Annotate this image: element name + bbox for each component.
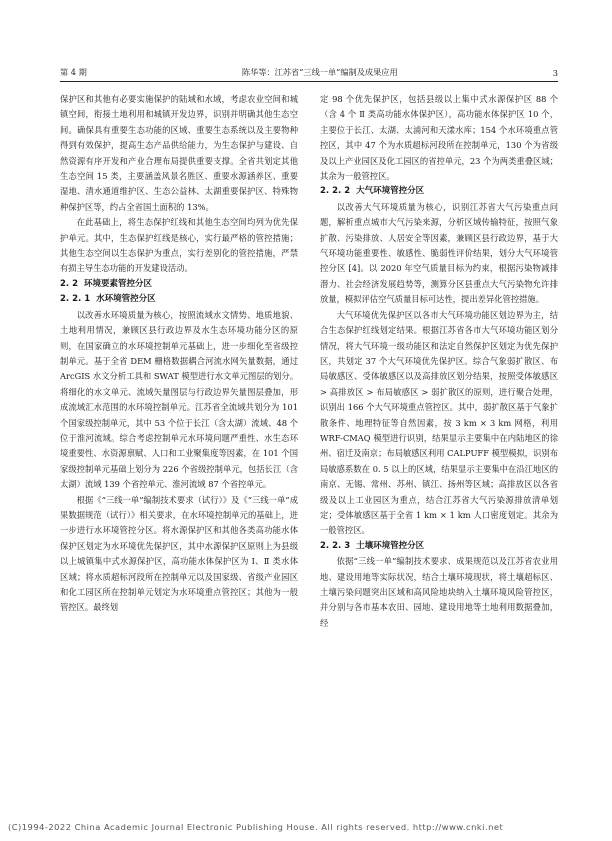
section-title: 土壤环境管控分区 [356,540,425,551]
section-number: 2. 2. 3 [320,540,351,551]
page-number: 3 [552,68,558,78]
page-header [60,62,558,82]
paragraph: 以改善大气环境质量为核心，识别江苏省大气污染重点问题，解析重点城市大气污染来源，分析区域传输特征，按照气象扩散、污染排放、人居安全等因素，兼顾区县行政边界，基于大气环境功能重要性、敏感性、脆弱性评价结果，划分大气环境管控分区 [4]。以 2020 年空气质量目标为约束，根据污染物减排潜力、社会经济发展趋势等，测算分区县重点大气污染物允许排放量，模拟评估空气质量目标可达性，提出差异化管控措施。 [320,201,558,305]
paragraph: 定 98 个优先保护区，包括县级以上集中式水源保护区 88 个（含 4 个 Ⅱ 类高功能水体保护区），高功能水体保护区 10 个，主要位于长江、太湖、太浦河和天漾水库；154 个水环境重点管控区，其中 47 个为水质超标河段所在控制单元，130 个为省级及以上产业园区及化工园区的省控单元，23 个为两类重叠区域；其余为一般管控区。 [320,94,558,182]
paragraph: 保护区和其他有必要实施保护的陆域和水域，考虑农业空间和城镇空间，衔接土地利用和城镇开发边界，识别并明确其他生态空间。确保具有重要生态功能的区域、重要生态系统以及主要物种得到有效保护，提高生态产品供给能力，为生态保护与建设、自然资源有序开发和产业合理布局提供重要支撑。全省共划定其他生态空间 15 类，主要涵盖风景名胜区、重要水源涵养区、重要湿地、清水通道维护区、生态公益林、太湖重要保护区、特殊物种保护区等，约占全省国土面积的 13%。 [60,94,298,212]
paragraph: 依据“三线一单”编制技术要求、成果规范以及江苏省农业用地、建设用地等实际状况，结合土壤环境现状，将土壤超标区、土壤污染问题突出区域和高风险地块纳入土壤环境风险管控区，并分别与各市基本农田、园地、建设用地等土地利用数据叠加，经 [320,556,558,628]
section-number: 2. 2. 1 [60,294,91,305]
paragraph: 根据《“三线一单”编制技术要求（试行）》及《“三线一单”成果数据规范（试行）》相关要求，在水环境控制单元的基础上，进一步进行水环境管控分区。将水源保护区和其他各类高功能水体保护区划定为水环境优先保护区，其中水源保护区原则上为县级以上城镇集中式水源保护区，高功能水体保护区为 Ⅰ、Ⅱ 类水体区域；将水质超标河段所在控制单元以及国家级、省级产业园区和化工园区所在控制单元划定为水环境重点管控区；其他为一般管控区。最终划 [60,494,298,613]
article-body [60,92,558,802]
section-number: 2. 2. 2 [320,186,351,197]
issue-label: 第 4 期 [60,67,87,77]
left-column [60,92,298,616]
paragraph: 以改善水环境质量为核心，按照流域水文情势、地质地貌、土地利用情况，兼顾区县行政边界及水生态环境功能分区的原则，在国家确立的水环境控制单元基础上，进一步细化至省级控制单元。基于全省 DEM 栅格数据耦合河流水网矢量数据，通过 ArcGIS 水文分析工具和 SWAT 模型进行水文单元图层的划分。将细化的水文单元、流域矢量图层与行政边界矢量图层叠加，形成流域汇水范围的水环境控制单元。江苏省全流域共划分为 101 个国家级控制单元，其中 53 个位于长江（含太湖）流域、48 个位于淮河流域。综合考虑控制单元水环境问题严重性、水生态环境重要性、水资源禀赋、人口和工业聚集度等因素，在 101 个国家级控制单元基础上划分为 226 个省级控制单元，包括长江（含太湖）流域 139 个省控单元、淮河流域 87 个省控单元。 [60,309,298,490]
running-title: 陈华等：江苏省“三线一单”编制及成果应用 [241,67,398,77]
section-heading-2-2-3 [320,539,558,554]
section-title: 水环境管控分区 [96,294,156,305]
section-title: 环境要素管控分区 [84,278,153,289]
section-heading-2-2 [60,277,298,292]
paragraph: 在此基础上，将生态保护红线和其他生态空间均列为优先保护单元。其中，生态保护红线是核心，实行最严格的管控措施；其他生态空间以生态保护为重点，实行差别化的管控措施，严禁有损主导生态功能的开发建设活动。 [60,217,298,274]
section-heading-2-2-2 [320,184,558,199]
right-column [320,92,558,631]
section-title: 大气环境管控分区 [356,186,425,197]
paragraph: 大气环境优先保护区以各市大气环境功能区划边界为主，结合生态保护红线划定结果。根据江苏省各市大气环境功能区划分情况，将大气环境一级功能区和法定自然保护区划定为优先保护区，共划定 37 个大气环境优先保护区。综合气象弱扩散区、布局敏感区、受体敏感区以及高排放区划分结果，按照受体敏感区 > 高排放区 > 布局敏感区 > 弱扩散区的原则，进行聚合处理，识别出 166 个大气环境重点管控区。其中，弱扩散区基于气象扩散条件、地理特征等自然因素，按 3 km × 3 km 网格，利用 WRF-CMAQ 模型进行识别，结果显示主要集中在内陆地区的徐州、宿迁及南京；布局敏感区利用 CALPUFF 模型模拟，识别布局敏感系数在 0. 5 以上的区域，结果显示主要集中在沿江地区的南京、无锡、常州、苏州、镇江、扬州等区域；高排放区以各省级及以上工业园区为重点，结合江苏省大气污染源排放清单划定；受体敏感区基于全省 1 km × 1 km 人口密度划定。其余为一般管控区。 [320,309,558,536]
copyright-footer: (C)1994-2022 China Academic Journal Electronic Publishing House. All rights reserved. http://www.cnki.net [8,822,504,832]
section-heading-2-2-1 [60,292,298,307]
section-number: 2. 2 [60,278,79,289]
